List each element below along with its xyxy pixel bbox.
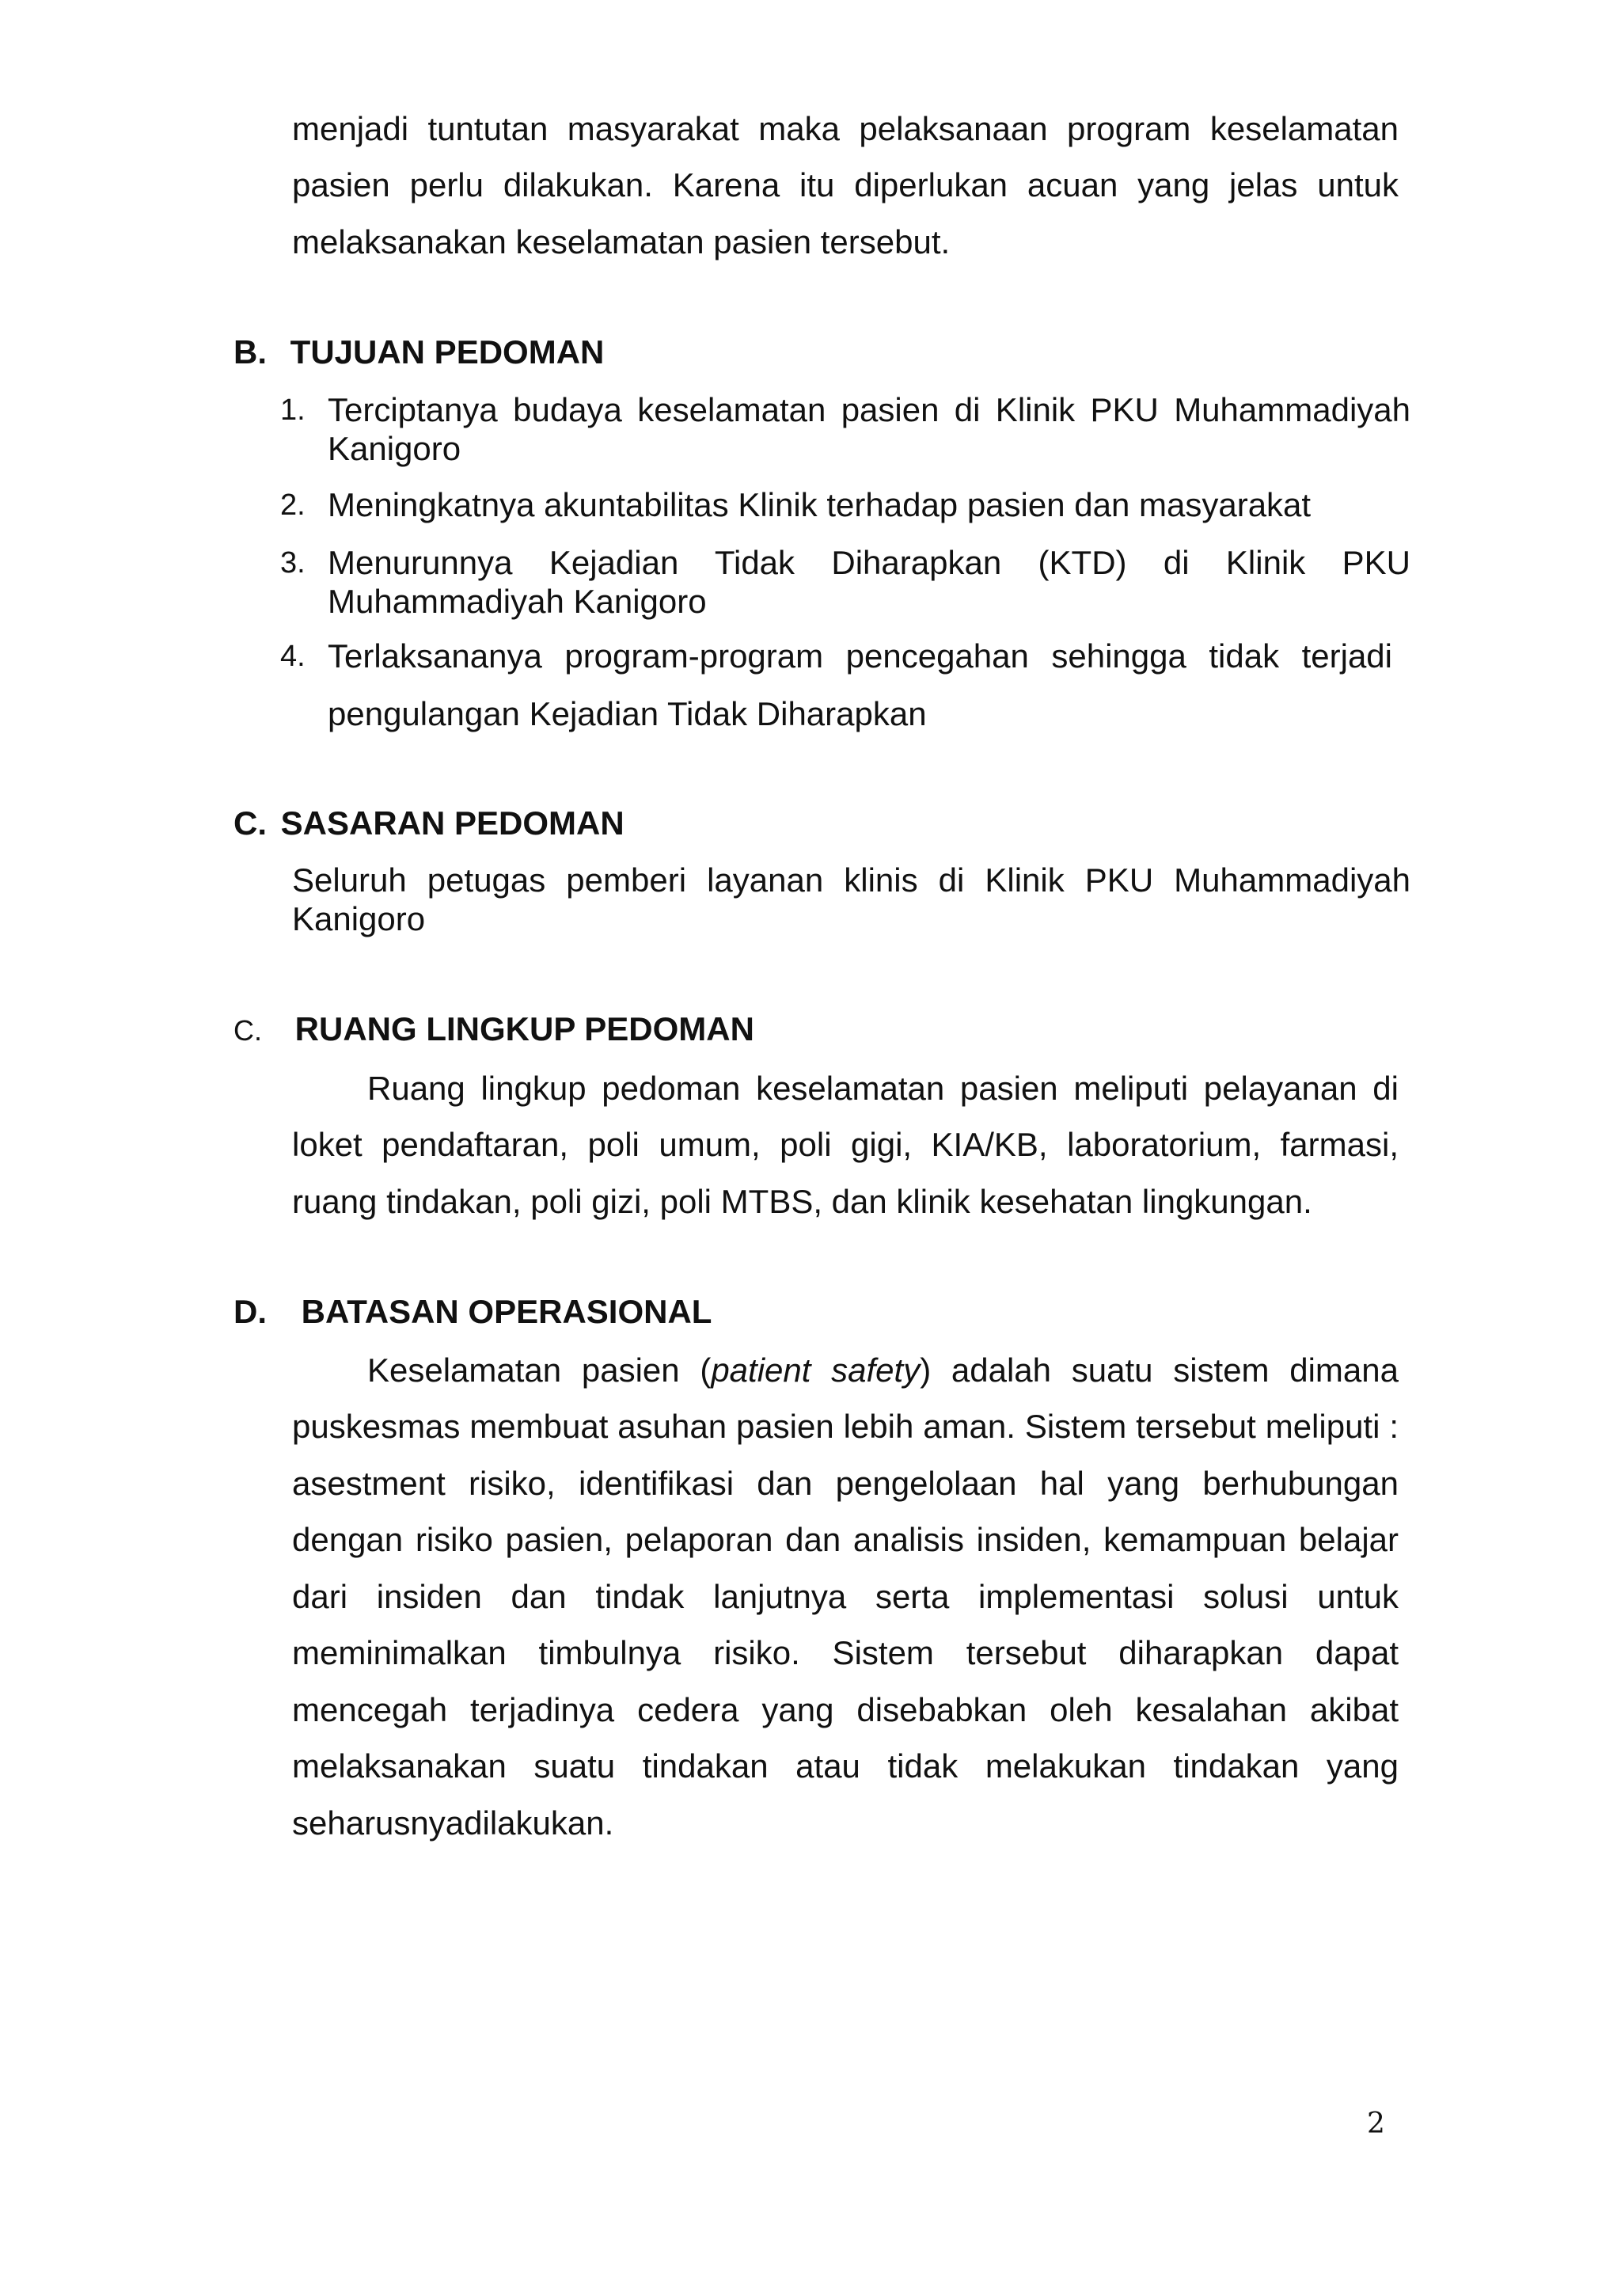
- batasan-line: dengan risiko pasien, pelaporan dan analisis insiden, kemampuan belajar: [292, 1521, 1399, 1558]
- batasan-line: puskesmas membuat asuhan pasien lebih aman. Sistem tersebut meliputi :: [292, 1408, 1399, 1445]
- list-item-continuation: pengulangan Kejadian Tidak Diharapkan: [328, 695, 927, 732]
- list-number: 2.: [280, 488, 306, 522]
- text-run: ) adalah suatu sistem dimana: [920, 1351, 1399, 1389]
- list-number: 3.: [280, 546, 306, 580]
- list-number: 1.: [280, 393, 306, 427]
- batasan-line: seharusnyadilakukan.: [292, 1804, 614, 1842]
- intro-line: pasien perlu dilakukan. Karena itu diperlukan acuan yang jelas untuk: [292, 166, 1399, 203]
- italic-term: patient safety: [711, 1351, 921, 1389]
- intro-line: melaksanakan keselamatan pasien tersebut.: [292, 223, 951, 260]
- section-c-heading: [233, 804, 624, 843]
- list-number: 4.: [280, 640, 306, 673]
- batasan-line: dari insiden dan tindak lanjutnya serta implementasi solusi untuk: [292, 1578, 1399, 1615]
- ruang-lingkup-line: Ruang lingkup pedoman keselamatan pasien meliputi pelayanan di: [367, 1070, 1399, 1107]
- list-item-continuation: Muhammadiyah Kanigoro: [328, 583, 707, 620]
- section-title: BATASAN OPERASIONAL: [301, 1293, 712, 1330]
- ruang-lingkup-line: ruang tindakan, poli gizi, poli MTBS, dan klinik kesehatan lingkungan.: [292, 1183, 1312, 1220]
- batasan-line: asestment risiko, identifikasi dan pengelolaan hal yang berhubungan: [292, 1465, 1399, 1502]
- section-title: RUANG LINGKUP PEDOMAN: [294, 1010, 754, 1047]
- section-letter: B.: [233, 333, 267, 371]
- batasan-line: melaksanakan suatu tindakan atau tidak melakukan tindakan yang: [292, 1747, 1399, 1785]
- section-title: SASARAN PEDOMAN: [280, 804, 624, 842]
- batasan-first-line: [367, 1351, 1399, 1390]
- batasan-line: meminimalkan timbulnya risiko. Sistem tersebut diharapkan dapat: [292, 1634, 1399, 1671]
- list-item: Meningkatnya akuntabilitas Klinik terhadap pasien dan masyarakat: [328, 486, 1312, 523]
- batasan-line: mencegah terjadinya cedera yang disebabkan oleh kesalahan akibat: [292, 1691, 1399, 1728]
- list-item: Terlaksananya program-program pencegahan sehingga tidak terjadi: [328, 637, 1392, 675]
- section-title: TUJUAN PEDOMAN: [290, 333, 605, 371]
- text-run: Keselamatan pasien (: [367, 1351, 712, 1389]
- section-letter: C.: [233, 804, 267, 842]
- sasaran-line: Seluruh petugas pemberi layanan klinis di Klinik PKU Muhammadiyah: [292, 861, 1410, 899]
- section-letter: D.: [233, 1293, 267, 1330]
- list-item: Terciptanya budaya keselamatan pasien di Klinik PKU Muhammadiyah: [328, 391, 1410, 428]
- list-item-continuation: Kanigoro: [328, 430, 461, 467]
- section-d-heading: [233, 1292, 712, 1332]
- section-b-heading: [233, 333, 604, 372]
- page-number: 2: [1367, 2108, 1385, 2140]
- sasaran-line: Kanigoro: [292, 900, 426, 937]
- list-item: Menurunnya Kejadian Tidak Diharapkan (KTD) di Klinik PKU: [328, 544, 1410, 581]
- section-ruang-lingkup-heading: [233, 1009, 754, 1051]
- ruang-lingkup-line: loket pendaftaran, poli umum, poli gigi, KIA/KB, laboratorium, farmasi,: [292, 1126, 1399, 1163]
- section-letter: C.: [233, 1014, 262, 1047]
- intro-line: menjadi tuntutan masyarakat maka pelaksanaan program keselamatan: [292, 110, 1399, 147]
